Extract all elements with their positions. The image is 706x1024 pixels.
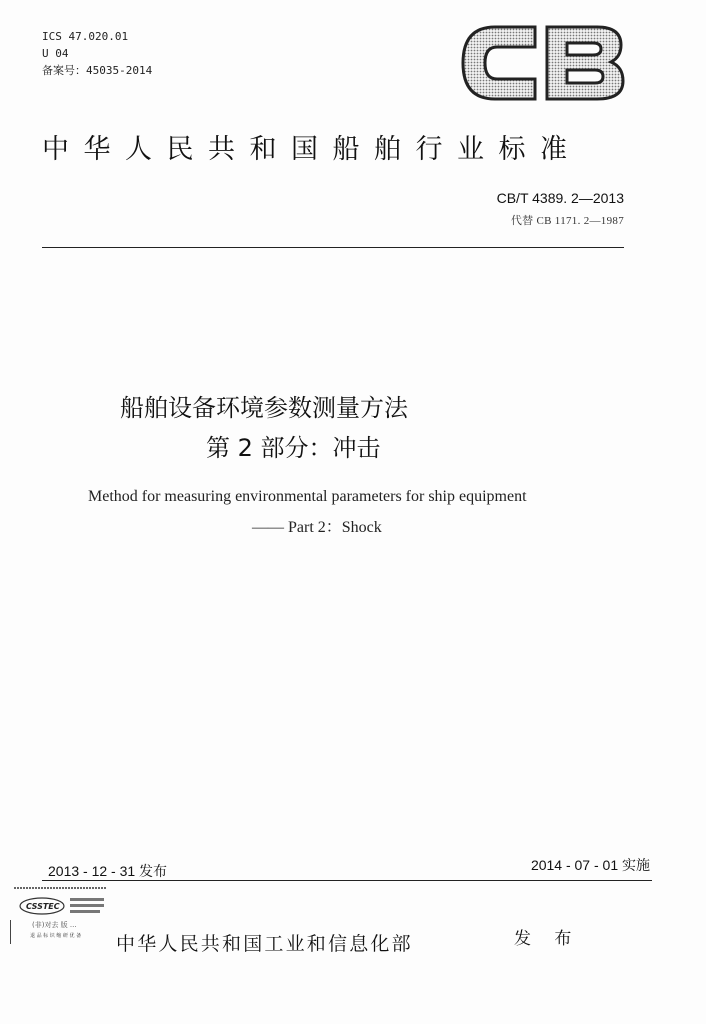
standard-number: CB/T 4389. 2—2013: [496, 190, 624, 206]
english-title-line2: —— Part 2：Shock: [252, 519, 382, 536]
stamp-handwritten-note: (非)对去 版 ...: [32, 921, 77, 929]
document-title-line1: 船舶设备环境参数测量方法: [120, 394, 408, 422]
document-title-line2: 第 2 部分：冲击: [206, 434, 381, 462]
header-divider: [42, 247, 624, 248]
issue-date: 2013 - 12 - 31 发布: [48, 863, 168, 879]
footer-divider: [42, 880, 652, 881]
stamp-subtext: 退 品 标 识 缩 研 优 备: [30, 933, 82, 939]
classification-block: [42, 28, 152, 79]
standard-category-title: 中华人民共和国船舶行业标准: [42, 134, 582, 165]
copyright-stamp: [8, 884, 110, 944]
publish-label: 发 布: [514, 929, 581, 949]
english-title-line1: Method for measuring environmental parameters for ship equipment: [88, 488, 527, 505]
stamp-logo-icon: [8, 884, 112, 920]
cb-logo-icon: [455, 13, 630, 113]
implementation-date: 2014 - 07 - 01 实施: [530, 857, 650, 873]
ccs-code: U 04: [42, 47, 69, 60]
replaced-standard: 代替 CB 1171. 2—1987: [510, 215, 624, 227]
ics-code: ICS 47.020.01: [42, 30, 129, 43]
publishing-authority: 中华人民共和国工业和信息化部: [116, 933, 413, 955]
record-number: 备案号：45035-2014: [42, 64, 153, 77]
stamp-logo: CSSTEC: [26, 902, 60, 911]
